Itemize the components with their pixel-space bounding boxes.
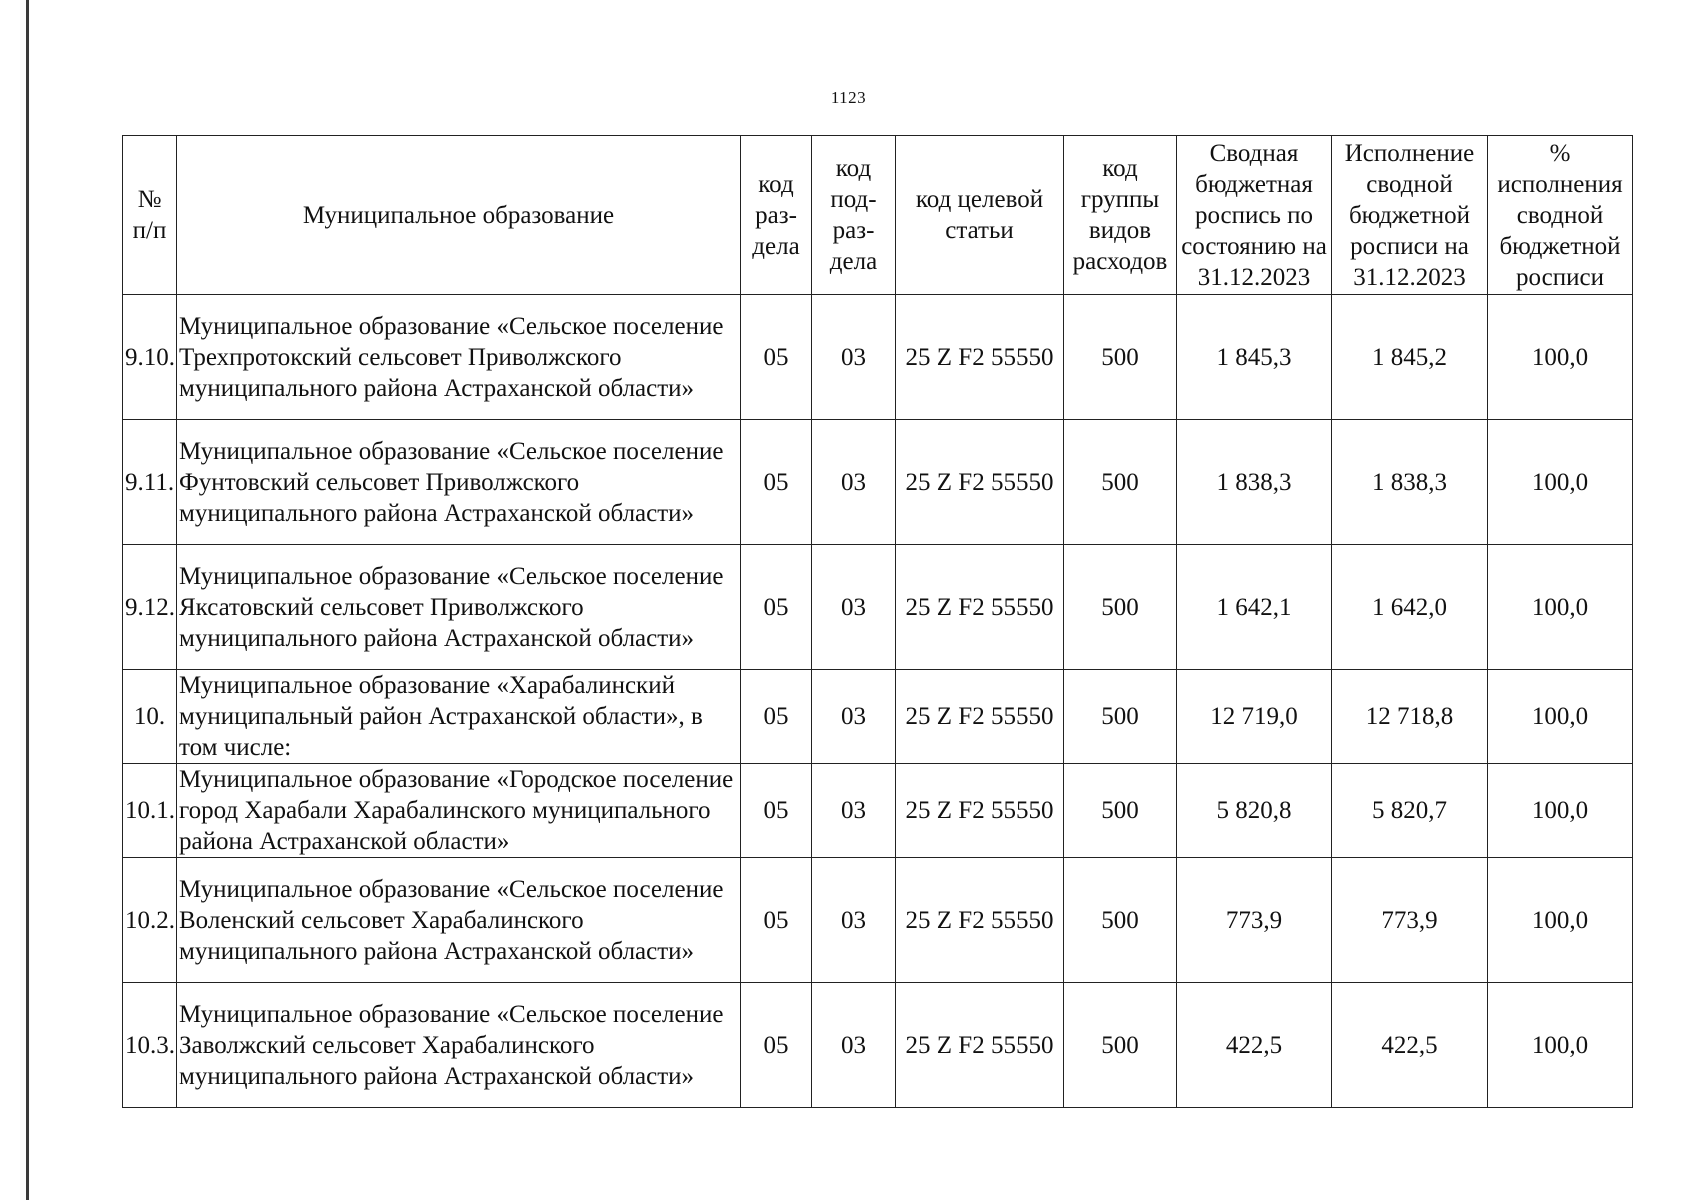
row-section: 05 bbox=[741, 420, 812, 545]
header-municipality: Муниципальное образование bbox=[177, 136, 741, 295]
page-number: 1123 bbox=[830, 88, 867, 107]
row-plan: 12 719,0 bbox=[1177, 670, 1332, 764]
header-expense-group: код группы видов расходов bbox=[1064, 136, 1177, 295]
scan-edge-line bbox=[26, 0, 29, 1200]
header-target-code: код целевой статьи bbox=[896, 136, 1064, 295]
row-percent: 100,0 bbox=[1488, 295, 1633, 420]
row-section: 05 bbox=[741, 545, 812, 670]
row-group: 500 bbox=[1064, 420, 1177, 545]
table-row bbox=[123, 545, 1633, 670]
row-subsection: 03 bbox=[812, 670, 896, 764]
row-municipality: Муниципальное образование «Сельское поселение Яксатовский сельсовет Приволжского муниципального района Астраханской области» bbox=[177, 545, 741, 670]
table-row bbox=[123, 420, 1633, 545]
row-percent: 100,0 bbox=[1488, 764, 1633, 858]
row-plan: 1 642,1 bbox=[1177, 545, 1332, 670]
row-subsection: 03 bbox=[812, 858, 896, 983]
budget-execution-table bbox=[122, 135, 1633, 1108]
row-section: 05 bbox=[741, 983, 812, 1108]
row-target: 25 Z F2 55550 bbox=[896, 420, 1064, 545]
row-municipality: Муниципальное образование «Сельское поселение Трехпротокский сельсовет Приволжского муниципального района Астраханской области» bbox=[177, 295, 741, 420]
table-row bbox=[123, 295, 1633, 420]
row-target: 25 Z F2 55550 bbox=[896, 983, 1064, 1108]
row-subsection: 03 bbox=[812, 295, 896, 420]
row-fact: 12 718,8 bbox=[1332, 670, 1488, 764]
row-fact: 1 838,3 bbox=[1332, 420, 1488, 545]
row-plan: 1 845,3 bbox=[1177, 295, 1332, 420]
row-group: 500 bbox=[1064, 545, 1177, 670]
row-plan: 5 820,8 bbox=[1177, 764, 1332, 858]
header-subsection-code: код под-раз-дела bbox=[812, 136, 896, 295]
row-num: 9.11. bbox=[123, 420, 177, 545]
row-subsection: 03 bbox=[812, 420, 896, 545]
row-municipality: Муниципальное образование «Сельское поселение Фунтовский сельсовет Приволжского муниципального района Астраханской области» bbox=[177, 420, 741, 545]
row-group: 500 bbox=[1064, 858, 1177, 983]
row-target: 25 Z F2 55550 bbox=[896, 764, 1064, 858]
row-target: 25 Z F2 55550 bbox=[896, 295, 1064, 420]
row-subsection: 03 bbox=[812, 545, 896, 670]
row-target: 25 Z F2 55550 bbox=[896, 858, 1064, 983]
row-section: 05 bbox=[741, 764, 812, 858]
row-section: 05 bbox=[741, 858, 812, 983]
row-num: 10.1. bbox=[123, 764, 177, 858]
row-municipality: Муниципальное образование «Сельское поселение Воленский сельсовет Харабалинского муниципального района Астраханской области» bbox=[177, 858, 741, 983]
row-subsection: 03 bbox=[812, 764, 896, 858]
row-fact: 1 845,2 bbox=[1332, 295, 1488, 420]
row-target: 25 Z F2 55550 bbox=[896, 545, 1064, 670]
row-fact: 1 642,0 bbox=[1332, 545, 1488, 670]
row-num: 10.3. bbox=[123, 983, 177, 1108]
row-municipality: Муниципальное образование «Городское поселение город Харабали Харабалинского муниципального района Астраханской области» bbox=[177, 764, 741, 858]
row-percent: 100,0 bbox=[1488, 420, 1633, 545]
header-budget-list: Сводная бюджетная роспись по состоянию на 31.12.2023 bbox=[1177, 136, 1332, 295]
row-num: 10. bbox=[123, 670, 177, 764]
row-num: 9.10. bbox=[123, 295, 177, 420]
row-group: 500 bbox=[1064, 983, 1177, 1108]
row-num: 10.2. bbox=[123, 858, 177, 983]
row-percent: 100,0 bbox=[1488, 983, 1633, 1108]
row-municipality: Муниципальное образование «Сельское поселение Заволжский сельсовет Харабалинского муниципального района Астраханской области» bbox=[177, 983, 741, 1108]
row-plan: 773,9 bbox=[1177, 858, 1332, 983]
row-plan: 1 838,3 bbox=[1177, 420, 1332, 545]
row-municipality: Муниципальное образование «Харабалинский муниципальный район Астраханской области», в том числе: bbox=[177, 670, 741, 764]
row-group: 500 bbox=[1064, 295, 1177, 420]
row-percent: 100,0 bbox=[1488, 545, 1633, 670]
row-num: 9.12. bbox=[123, 545, 177, 670]
row-percent: 100,0 bbox=[1488, 858, 1633, 983]
row-percent: 100,0 bbox=[1488, 670, 1633, 764]
table-row bbox=[123, 670, 1633, 764]
table-header-row bbox=[123, 136, 1633, 295]
row-plan: 422,5 bbox=[1177, 983, 1332, 1108]
table-row bbox=[123, 983, 1633, 1108]
row-target: 25 Z F2 55550 bbox=[896, 670, 1064, 764]
row-subsection: 03 bbox=[812, 983, 896, 1108]
row-group: 500 bbox=[1064, 764, 1177, 858]
row-fact: 422,5 bbox=[1332, 983, 1488, 1108]
header-num: № п/п bbox=[123, 136, 177, 295]
row-fact: 5 820,7 bbox=[1332, 764, 1488, 858]
header-percent: % исполнения сводной бюджетной росписи bbox=[1488, 136, 1633, 295]
row-section: 05 bbox=[741, 295, 812, 420]
table-row bbox=[123, 764, 1633, 858]
header-section-code: код раз-дела bbox=[741, 136, 812, 295]
table-row bbox=[123, 858, 1633, 983]
row-group: 500 bbox=[1064, 670, 1177, 764]
header-execution: Исполнение сводной бюджетной росписи на 31.12.2023 bbox=[1332, 136, 1488, 295]
row-section: 05 bbox=[741, 670, 812, 764]
row-fact: 773,9 bbox=[1332, 858, 1488, 983]
